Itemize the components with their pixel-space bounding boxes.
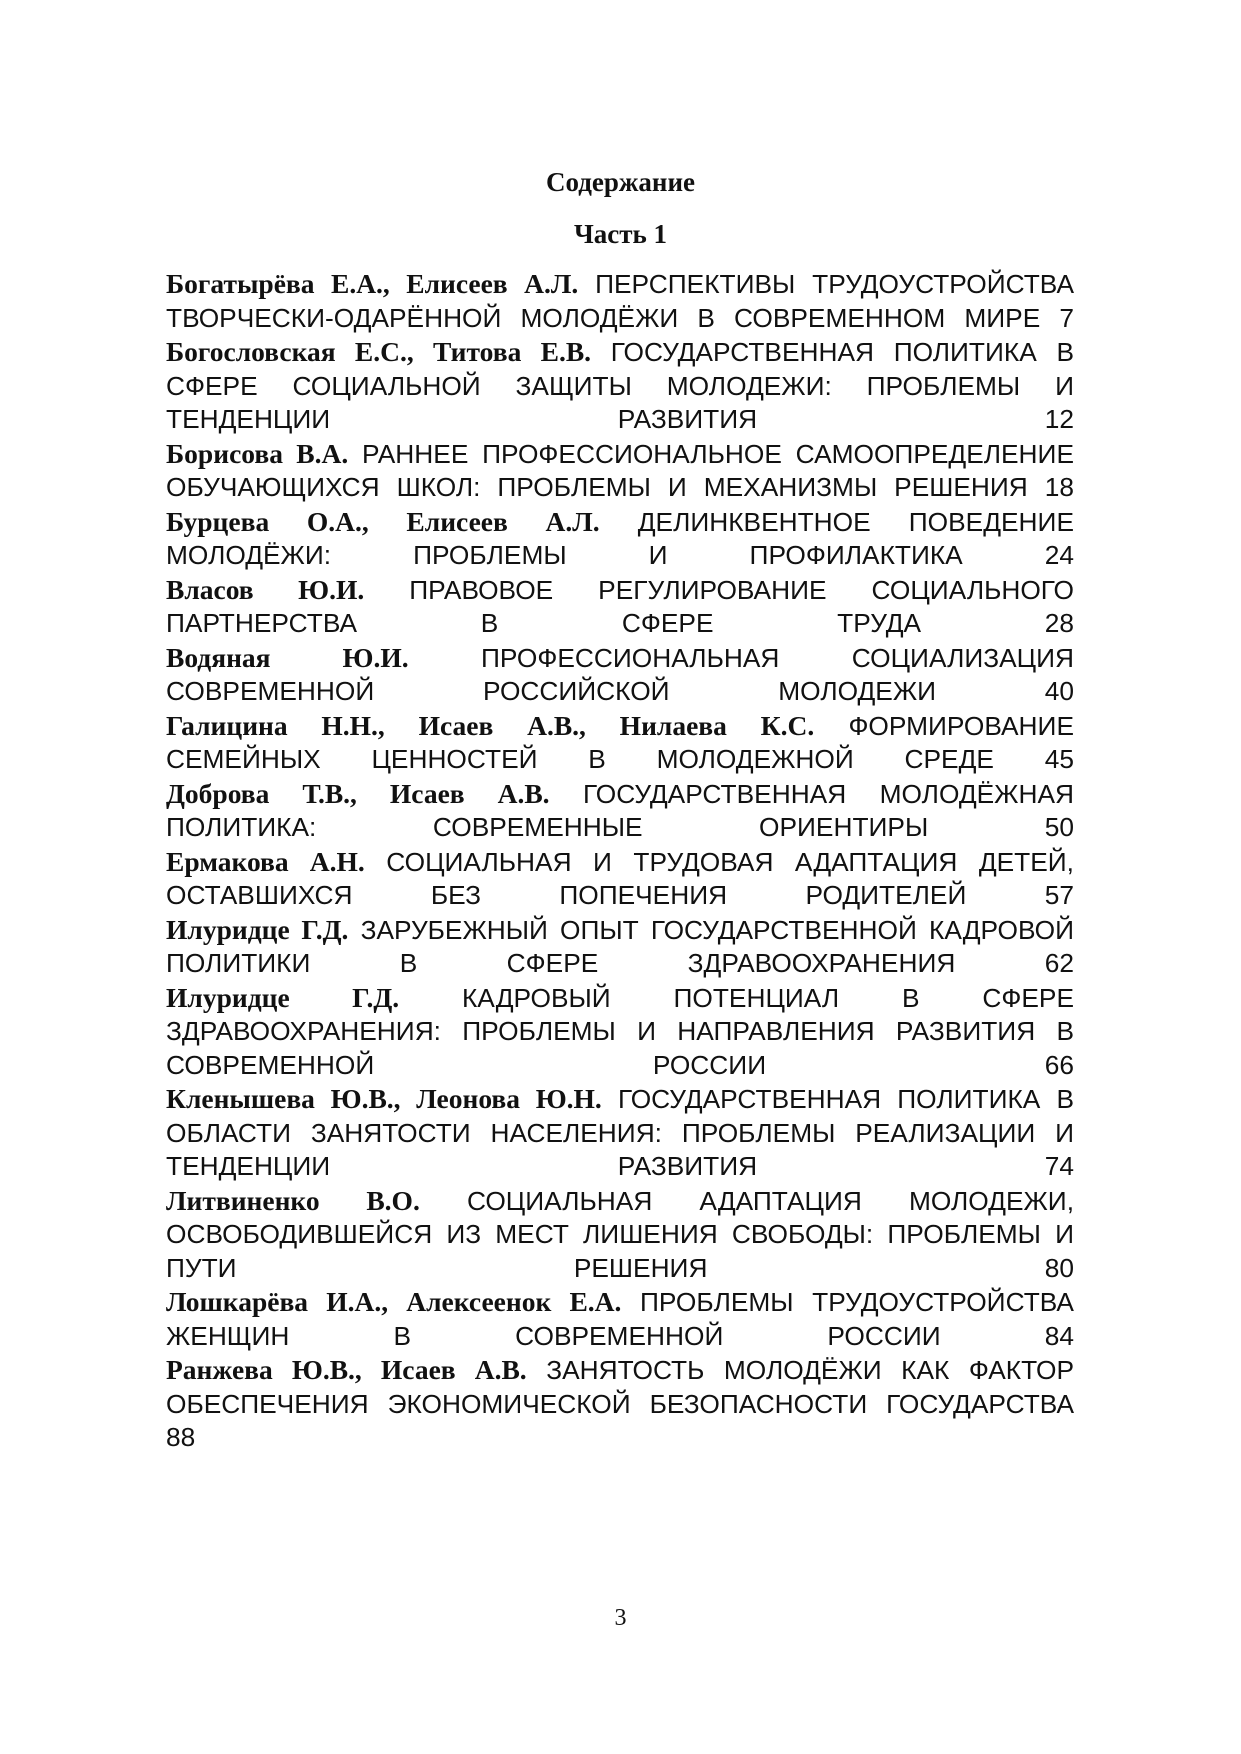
toc-entry-title: ПЕРСПЕКТИВЫ ТРУДОУСТРОЙСТВА ТВОРЧЕСКИ-ОДАРЁННОЙ МОЛОДЁЖИ В СОВРЕМЕННОМ МИРЕ: [166, 269, 1074, 333]
toc-entry: [166, 1184, 1074, 1286]
page-title: Содержание: [545, 167, 696, 197]
toc-entry: [166, 1082, 1074, 1184]
toc-entry-page: 18: [1044, 472, 1074, 502]
toc-entry: [166, 845, 1074, 913]
toc-entry-authors: Илуридце Г.Д.: [166, 913, 349, 945]
toc-entry-page: 57: [1044, 880, 1074, 910]
toc-entry: [166, 641, 1074, 709]
toc-entry-authors: Ранжева Ю.В., Исаев А.В.: [166, 1354, 527, 1385]
toc-entry-page: 80: [1044, 1252, 1074, 1283]
toc-entry-authors: Ермакова А.Н.: [166, 845, 365, 877]
page-number: 3: [614, 1605, 627, 1631]
toc-entry-page: 40: [1044, 676, 1074, 706]
toc-entry-page: 12: [1044, 404, 1074, 434]
toc-entry-authors: Богословская Е.С., Титова Е.В.: [166, 336, 592, 367]
toc-entry-title: КАДРОВЫЙ ПОТЕНЦИАЛ В СФЕРЕ ЗДРАВООХРАНЕНИЯ: ПРОБЛЕМЫ И НАПРАВЛЕНИЯ РАЗВИТИЯ В СОВРЕМЕННОЙ РОССИИ: [166, 982, 1074, 1080]
toc-entry-authors: Бурцева О.А., Елисеев А.Л.: [166, 505, 600, 537]
toc-entry: [166, 573, 1074, 641]
toc-entry: [166, 709, 1074, 777]
toc-entry-title: ПРОБЛЕМЫ ТРУДОУСТРОЙСТВА ЖЕНЩИН В СОВРЕМЕННОЙ РОССИИ: [166, 1287, 1074, 1351]
toc-entry-title: ЗАНЯТОСТЬ МОЛОДЁЖИ КАК ФАКТОР ОБЕСПЕЧЕНИЯ ЭКОНОМИЧЕСКОЙ БЕЗОПАСНОСТИ ГОСУДАРСТВА: [166, 1355, 1075, 1419]
toc-entry-title: СОЦИАЛЬНАЯ И ТРУДОВАЯ АДАПТАЦИЯ ДЕТЕЙ, ОСТАВШИХСЯ БЕЗ ПОПЕЧЕНИЯ РОДИТЕЛЕЙ: [166, 846, 1074, 910]
toc-entry-page: 50: [1044, 812, 1074, 842]
toc-entry-authors: Власов Ю.И.: [166, 573, 365, 605]
toc-entry-page: 84: [1044, 1320, 1074, 1351]
toc-entry-page: 7: [1059, 302, 1074, 333]
toc-entry-title: РАННЕЕ ПРОФЕССИОНАЛЬНОЕ САМООПРЕДЕЛЕНИЕ ОБУЧАЮЩИХСЯ ШКОЛ: ПРОБЛЕМЫ И МЕХАНИЗМЫ РЕШЕНИЯ: [166, 438, 1074, 502]
toc-entry-page: 74: [1044, 1151, 1074, 1181]
toc-entry-authors: Кленышева Ю.В., Леонова Ю.Н.: [166, 1083, 602, 1114]
toc-entry: [166, 1285, 1074, 1353]
toc-entry-title: ФОРМИРОВАНИЕ СЕМЕЙНЫХ ЦЕННОСТЕЙ В МОЛОДЕЖНОЙ СРЕДЕ: [166, 710, 1074, 774]
toc-entry-page: 62: [1044, 948, 1074, 978]
toc-entry-authors: Галицина Н.Н., Исаев А.В., Нилаева К.С.: [166, 709, 815, 741]
toc-entry-authors: Доброва Т.В., Исаев А.В.: [166, 777, 550, 809]
toc-entry-page: 45: [1044, 744, 1074, 774]
toc-entry: [166, 777, 1074, 845]
toc-entry: [166, 437, 1074, 505]
toc-entry: [166, 913, 1074, 981]
toc-entry-authors: Лошкарёва И.А., Алексеенок Е.А.: [166, 1286, 622, 1317]
part-heading: Часть 1: [573, 219, 668, 249]
toc-entry-page: 24: [1044, 540, 1075, 570]
toc-entry-title: ПРОФЕССИОНАЛЬНАЯ СОЦИАЛИЗАЦИЯ СОВРЕМЕННОЙ РОССИЙСКОЙ МОЛОДЕЖИ: [166, 642, 1074, 706]
toc-entry-authors: Литвиненко В.О.: [166, 1184, 420, 1216]
toc-entry: [166, 505, 1074, 573]
toc-entry-authors: Богатырёва Е.А., Елисеев А.Л.: [166, 268, 579, 299]
toc-entry-page: 88: [166, 1422, 196, 1452]
table-of-contents: [166, 267, 1074, 1455]
toc-entry: [166, 981, 1074, 1083]
toc-entry-authors: Илуридце Г.Д.: [166, 981, 400, 1013]
toc-entry-title: ДЕЛИНКВЕНТНОЕ ПОВЕДЕНИЕ МОЛОДЁЖИ: ПРОБЛЕМЫ И ПРОФИЛАКТИКА: [166, 506, 1074, 570]
toc-entry-title: СОЦИАЛЬНАЯ АДАПТАЦИЯ МОЛОДЕЖИ, ОСВОБОДИВШЕЙСЯ ИЗ МЕСТ ЛИШЕНИЯ СВОБОДЫ: ПРОБЛЕМЫ И ПУТИ РЕШЕНИЯ: [166, 1185, 1074, 1283]
toc-entry-title: ГОСУДАРСТВЕННАЯ МОЛОДЁЖНАЯ ПОЛИТИКА: СОВРЕМЕННЫЕ ОРИЕНТИРЫ: [166, 778, 1074, 842]
toc-entry-authors: Борисова В.А.: [166, 437, 349, 469]
toc-entry-page: 28: [1044, 608, 1074, 638]
toc-entry: [166, 1353, 1074, 1455]
toc-entry-title: ЗАРУБЕЖНЫЙ ОПЫТ ГОСУДАРСТВЕННОЙ КАДРОВОЙ ПОЛИТИКИ В СФЕРЕ ЗДРАВООХРАНЕНИЯ: [166, 914, 1074, 978]
toc-entry-authors: Водяная Ю.И.: [166, 641, 409, 673]
toc-entry-page: 66: [1044, 1049, 1075, 1080]
toc-entry: [166, 267, 1074, 335]
toc-entry: [166, 335, 1074, 437]
toc-entry-title: ПРАВОВОЕ РЕГУЛИРОВАНИЕ СОЦИАЛЬНОГО ПАРТНЕРСТВА В СФЕРЕ ТРУДА: [166, 574, 1074, 638]
toc-entry-title: ГОСУДАРСТВЕННАЯ ПОЛИТИКА В СФЕРЕ СОЦИАЛЬНОЙ ЗАЩИТЫ МОЛОДЕЖИ: ПРОБЛЕМЫ И ТЕНДЕНЦИИ РАЗВИТИЯ: [166, 337, 1074, 434]
toc-entry-title: ГОСУДАРСТВЕННАЯ ПОЛИТИКА В ОБЛАСТИ ЗАНЯТОСТИ НАСЕЛЕНИЯ: ПРОБЛЕМЫ РЕАЛИЗАЦИИ И ТЕНДЕНЦИИ РАЗВИТИЯ: [166, 1084, 1074, 1181]
